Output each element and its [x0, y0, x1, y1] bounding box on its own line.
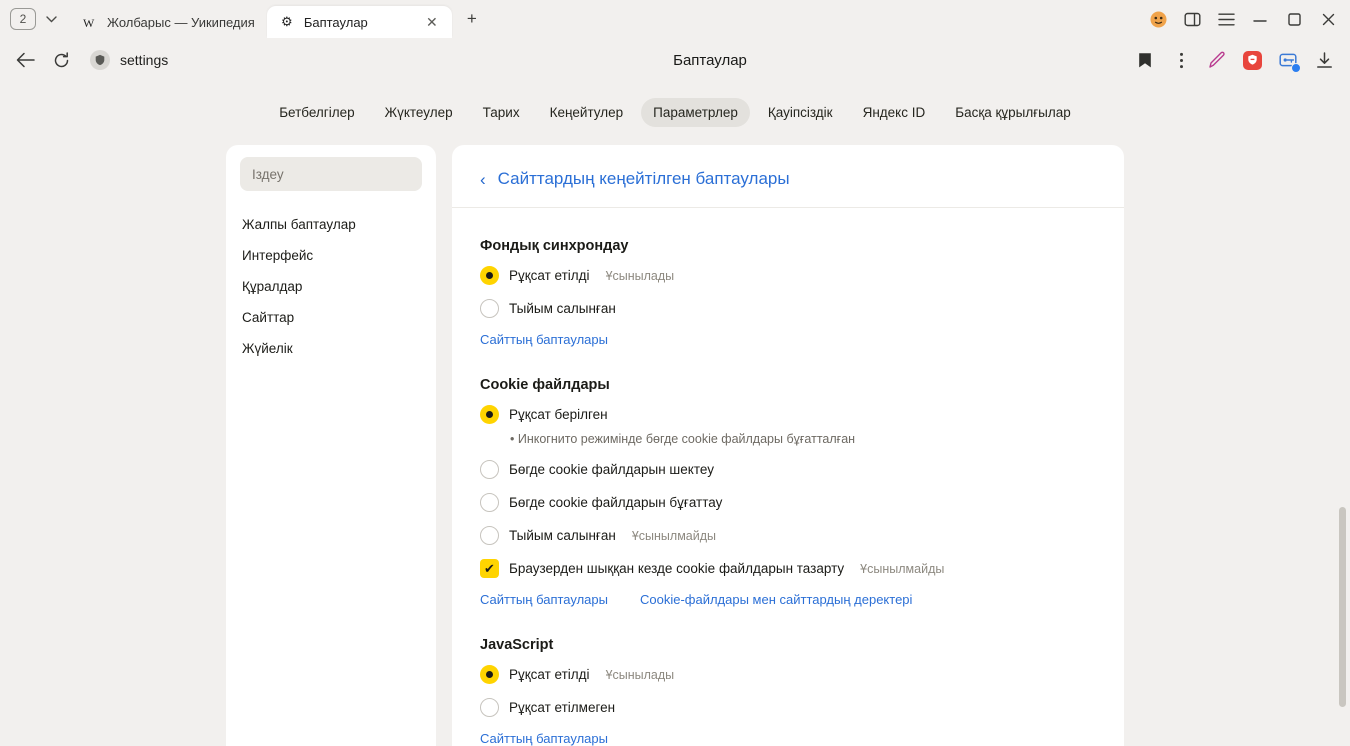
site-info-icon[interactable] — [90, 50, 110, 70]
option-label: Рұқсат етілді — [509, 268, 590, 283]
option-cookies-allowed[interactable] — [480, 405, 1096, 424]
new-tab-button[interactable]: + — [466, 9, 477, 28]
cookies-incognito-note: • Инкогнито режимінде бөгде cookie файлдары бұғатталған — [510, 432, 856, 446]
option-label: Тыйым салынған — [509, 528, 616, 543]
sidebar-item-general[interactable]: Жалпы баптаулар — [242, 217, 356, 232]
address-actions — [1135, 50, 1338, 70]
content-title: Сайттардың кеңейтілген баптаулары — [497, 169, 790, 188]
close-icon[interactable]: ✕ — [425, 13, 438, 30]
links-row — [480, 332, 1096, 347]
nav-history[interactable]: Тарих — [482, 105, 520, 120]
section-title: JavaScript — [480, 637, 554, 653]
sidebar-item-tools[interactable]: Құралдар — [242, 279, 303, 294]
more-options-icon[interactable] — [1171, 50, 1191, 70]
checkbox-icon[interactable]: ✔ — [480, 559, 499, 578]
option-label: Рұқсат берілген — [509, 407, 608, 422]
option-label: Бөгде cookie файлдарын шектеу — [509, 462, 714, 477]
option-bg-sync-blocked[interactable] — [480, 299, 1096, 318]
bookmark-icon[interactable] — [1135, 50, 1155, 70]
nav-settings[interactable]: Параметрлер — [641, 98, 750, 127]
radio-icon[interactable] — [480, 493, 499, 512]
nav-other-devices[interactable]: Басқа құрылғылар — [955, 105, 1071, 120]
back-chevron-icon[interactable]: ‹ — [480, 169, 486, 189]
tab-wikipedia[interactable] — [70, 6, 267, 38]
link-site-settings[interactable]: Сайттың баптаулары — [480, 332, 608, 347]
settings-sidebar — [226, 145, 436, 746]
link-site-settings[interactable]: Сайттың баптаулары — [480, 592, 608, 607]
nav-security[interactable]: Қауіпсіздік — [767, 105, 833, 120]
option-hint: Ұсынылады — [605, 667, 675, 682]
option-clear-cookies-on-exit[interactable] — [480, 559, 1096, 578]
content-header — [452, 145, 1124, 208]
adblock-icon[interactable] — [1243, 51, 1262, 70]
nav-bookmarks[interactable]: Бетбелгілер — [279, 105, 355, 120]
section-javascript — [452, 637, 1124, 746]
settings-top-nav — [0, 82, 1350, 145]
tab-settings[interactable] — [267, 6, 452, 38]
address-value: settings — [120, 52, 169, 68]
option-cookies-blocked[interactable] — [480, 526, 1096, 545]
gear-icon: ⚙ — [281, 14, 293, 29]
tab-title: Жолбарыс — Уикипедия — [107, 14, 255, 30]
option-label: Рұқсат етілді — [509, 667, 590, 682]
menu-icon[interactable] — [1216, 9, 1236, 29]
address-left — [82, 50, 168, 70]
password-manager-icon[interactable] — [1278, 50, 1298, 70]
option-hint: Ұсынылмайды — [860, 561, 945, 576]
nav-yandex-id[interactable]: Яндекс ID — [862, 105, 926, 120]
settings-body — [0, 145, 1350, 746]
tab-title: Баптаулар — [303, 14, 368, 30]
alice-assistant-icon[interactable] — [1148, 9, 1168, 29]
sidebar-item-sites[interactable]: Сайттар — [242, 310, 295, 325]
tab-counter[interactable]: 2 — [10, 8, 36, 30]
link-cookies-and-site-data[interactable]: Cookie-файлдары мен сайттардың деректері — [639, 592, 913, 607]
nav-downloads[interactable]: Жүктеулер — [384, 105, 453, 120]
option-label: Рұқсат етілмеген — [509, 700, 616, 715]
links-row — [480, 731, 1096, 746]
maximize-icon[interactable] — [1284, 9, 1304, 29]
svg-text:W: W — [82, 15, 94, 30]
radio-icon[interactable] — [480, 266, 499, 285]
option-label: Бөгде cookie файлдарын бұғаттау — [509, 495, 723, 510]
close-window-icon[interactable] — [1318, 9, 1338, 29]
split-screen-icon[interactable] — [1182, 9, 1202, 29]
radio-icon[interactable] — [480, 460, 499, 479]
option-js-allowed[interactable] — [480, 665, 1096, 684]
settings-content — [452, 145, 1124, 746]
option-hint: Ұсынылмайды — [631, 528, 717, 543]
section-background-sync — [452, 238, 1124, 347]
section-title: Cookie файлдары — [480, 377, 610, 393]
radio-icon[interactable] — [480, 405, 499, 424]
radio-icon[interactable] — [480, 698, 499, 717]
option-label: Тыйым салынған — [509, 301, 616, 316]
option-cookies-block-third-party[interactable] — [480, 493, 1096, 512]
links-row — [480, 592, 1096, 607]
option-hint: Ұсынылады — [605, 268, 675, 283]
sync-status-dot — [1291, 63, 1301, 73]
radio-icon[interactable] — [480, 526, 499, 545]
radio-icon[interactable] — [480, 299, 499, 318]
radio-icon[interactable] — [480, 665, 499, 684]
option-cookies-limit-third-party[interactable] — [480, 460, 1096, 479]
link-site-settings[interactable]: Сайттың баптаулары — [480, 731, 608, 746]
option-js-blocked[interactable] — [480, 698, 1096, 717]
section-title: Фондық синхрондау — [480, 238, 629, 254]
downloads-icon[interactable] — [1314, 50, 1334, 70]
back-icon[interactable] — [10, 45, 40, 75]
browser-toolbar — [0, 38, 1350, 82]
browser-chrome — [0, 0, 1350, 82]
chevron-down-icon[interactable] — [38, 7, 64, 31]
option-label: Браузерден шыққан кезде cookie файлдарын тазарту — [509, 561, 845, 576]
pen-tool-icon[interactable] — [1207, 50, 1227, 70]
page-title: Баптаулар — [673, 51, 747, 69]
wikipedia-icon — [82, 14, 98, 30]
option-bg-sync-allowed[interactable] — [480, 266, 1096, 285]
search-input[interactable]: Іздеу — [240, 157, 422, 191]
settings-page — [0, 82, 1350, 746]
address-bar[interactable] — [82, 44, 1338, 76]
section-cookies — [452, 377, 1124, 607]
tab-strip — [0, 0, 1350, 38]
nav-extensions[interactable]: Кеңейтулер — [549, 105, 624, 120]
reload-icon[interactable] — [46, 45, 76, 75]
sidebar-item-system[interactable]: Жүйелік — [242, 341, 293, 356]
page-scrollbar[interactable] — [1340, 82, 1348, 746]
minimize-icon[interactable] — [1250, 9, 1270, 29]
window-controls — [1148, 9, 1342, 38]
sidebar-item-interface[interactable]: Интерфейс — [242, 248, 314, 263]
scrollbar-thumb[interactable] — [1339, 507, 1346, 707]
